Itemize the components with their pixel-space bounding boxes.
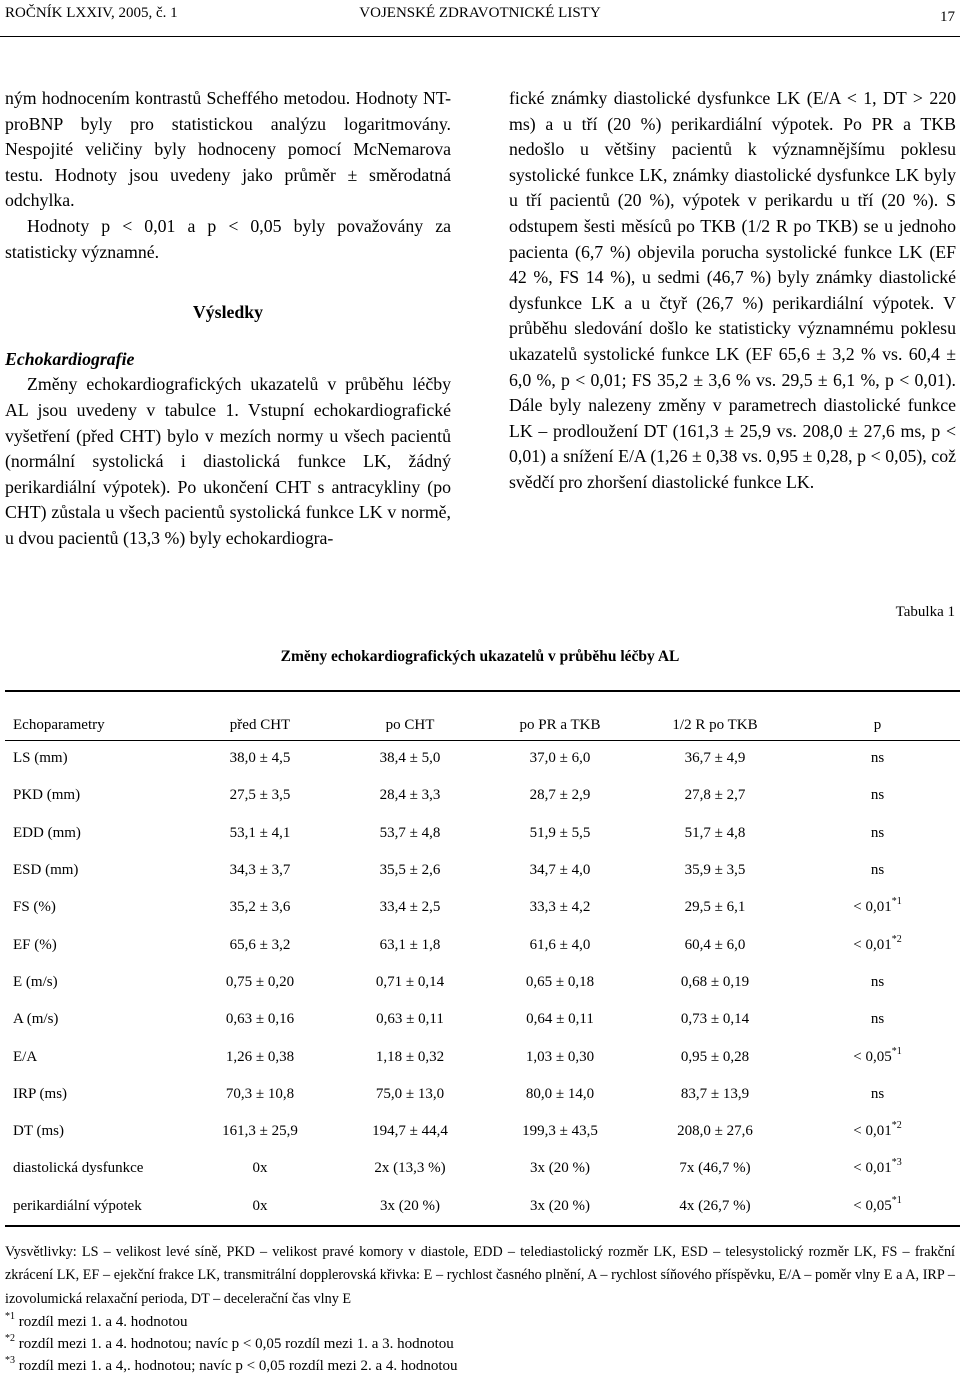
abbreviation-legend: Vysvětlivky: LS – velikost levé síně, PKD – velikost pravé komory v diastole, EDD – telediastolický rozměr LK, ESD – telesystolický rozměr LK, FS – frakční zkrácení LK, EF – ejekční frakce LK, transmitrální dopplerovská křivka: E – rychlost časného plnění, A – rychlost síňového příspěvku, E/A – poměr vlny E a A, IRP – izovolumická relaxační perioda, DT – decelerační čas vlny E: [5, 1244, 955, 1307]
cell-po-pr-tkb: 80,0 ± 14,0: [525, 1085, 595, 1102]
cell-po-pr-tkb: 33,3 ± 4,2: [529, 899, 591, 916]
cell-p-value: [795, 815, 960, 852]
table-row: [5, 1001, 960, 1038]
p-value: < 0,01: [853, 1123, 892, 1140]
cell-half-r-po-tkb: 4x (26,7 %): [679, 1197, 751, 1214]
cell-pred-cht: 65,6 ± 3,2: [229, 936, 291, 953]
footnote-ref: *1: [891, 1045, 902, 1057]
volume-info: ROČNÍK LXXIV, 2005, č. 1: [5, 5, 178, 21]
p-value: ns: [870, 787, 885, 804]
cell-p-value: [795, 1076, 960, 1113]
cell-half-r-po-tkb: 29,5 ± 6,1: [684, 899, 746, 916]
p-value: ns: [870, 1085, 885, 1102]
left-paragraph-1: ným hodnocením kontrastů Scheffého metodou. Hodnoty NT-proBNP byly pro statistickou analýzu logaritmovány. Nespojité veličiny byly hodnoceny pomocí McNemarova testu. Hodnoty jsou uvedeny jako průměr ± směrodatná odchylka.: [5, 88, 451, 211]
table-row: [5, 1038, 960, 1075]
cell-po-pr-tkb: 61,6 ± 4,0: [529, 936, 591, 953]
cell-po-cht: 2x (13,3 %): [374, 1160, 446, 1177]
row-label: EDD (mm): [13, 824, 81, 841]
row-label: E (m/s): [13, 973, 58, 990]
p-value: ns: [870, 824, 885, 841]
p-value: < 0,01: [853, 1160, 892, 1177]
page-number: 17: [940, 9, 955, 25]
cell-po-pr-tkb: 0,65 ± 0,18: [525, 973, 595, 990]
cell-half-r-po-tkb: 83,7 ± 13,9: [680, 1085, 750, 1102]
cell-p-value: [795, 926, 960, 963]
cell-po-cht: 0,63 ± 0,11: [376, 1011, 444, 1028]
column-header: po CHT: [335, 692, 485, 740]
cell-pred-cht: 1,26 ± 0,38: [225, 1048, 295, 1065]
cell-po-pr-tkb: 28,7 ± 2,9: [529, 787, 591, 804]
cell-pred-cht: 0x: [252, 1160, 268, 1177]
cell-pred-cht: 27,5 ± 3,5: [229, 787, 291, 804]
footnote: [5, 1311, 955, 1333]
cell-po-cht: 0,71 ± 0,14: [375, 973, 445, 990]
row-label: E/A: [13, 1048, 38, 1065]
table-row: [5, 1113, 960, 1150]
column-header: p: [795, 692, 960, 740]
cell-pred-cht: 161,3 ± 25,9: [222, 1123, 298, 1140]
cell-p-value: [795, 1150, 960, 1187]
footnote-ref: *2: [891, 1120, 902, 1132]
row-label: FS (%): [13, 899, 56, 916]
echo-table: [5, 690, 960, 1227]
footnote: [5, 1355, 955, 1377]
table-row: [5, 889, 960, 926]
column-header: 1/2 R po TKB: [635, 692, 795, 740]
cell-pred-cht: 70,3 ± 10,8: [225, 1085, 295, 1102]
column-header: po PR a TKB: [485, 692, 635, 740]
footnote-ref: *1: [891, 1194, 902, 1206]
cell-p-value: [795, 964, 960, 1001]
cell-po-pr-tkb: 3x (20 %): [530, 1197, 590, 1214]
row-label: IRP (ms): [13, 1085, 68, 1102]
row-label: perikardiální výpotek: [13, 1197, 142, 1214]
table-row: [5, 777, 960, 814]
cell-po-pr-tkb: 3x (20 %): [530, 1160, 590, 1177]
row-label: PKD (mm): [13, 787, 81, 804]
cell-half-r-po-tkb: 7x (46,7 %): [679, 1160, 751, 1177]
cell-po-pr-tkb: 1,03 ± 0,30: [525, 1048, 595, 1065]
cell-half-r-po-tkb: 60,4 ± 6,0: [684, 936, 746, 953]
page-header: [0, 0, 960, 37]
left-paragraph-2: Hodnoty p < 0,01 a p < 0,05 byly považovány za statisticky významné.: [5, 215, 451, 262]
row-label: A (m/s): [13, 1011, 59, 1028]
footnote-mark: *3: [5, 1355, 15, 1367]
cell-po-pr-tkb: 37,0 ± 6,0: [529, 750, 591, 767]
footnote-ref: *1: [891, 896, 902, 908]
cell-p-value: [795, 1038, 960, 1075]
table-row: [5, 1188, 960, 1225]
p-value: < 0,05: [853, 1197, 892, 1214]
row-label: ESD (mm): [13, 862, 79, 879]
cell-half-r-po-tkb: 0,68 ± 0,19: [680, 973, 750, 990]
p-value: < 0,01: [853, 936, 892, 953]
cell-pred-cht: 0,75 ± 0,20: [225, 973, 295, 990]
cell-half-r-po-tkb: 208,0 ± 27,6: [677, 1123, 753, 1140]
cell-pred-cht: 53,1 ± 4,1: [229, 824, 291, 841]
table-body: [5, 740, 960, 1225]
journal-title: VOJENSKÉ ZDRAVOTNICKÉ LISTY: [359, 5, 601, 21]
p-value: ns: [870, 973, 885, 990]
cell-p-value: [795, 740, 960, 777]
table-label: Tabulka 1: [895, 604, 955, 620]
table-row: [5, 1076, 960, 1113]
p-value: ns: [870, 750, 885, 767]
table-row: [5, 852, 960, 889]
cell-pred-cht: 38,0 ± 4,5: [229, 750, 291, 767]
p-value: ns: [870, 1011, 885, 1028]
right-column: [509, 86, 956, 496]
cell-po-cht: 63,1 ± 1,8: [379, 936, 441, 953]
footnote-mark: *1: [5, 1311, 15, 1323]
footnote: [5, 1333, 955, 1355]
cell-po-pr-tkb: 34,7 ± 4,0: [529, 862, 591, 879]
cell-po-cht: 53,7 ± 4,8: [379, 824, 441, 841]
cell-pred-cht: 0x: [252, 1197, 268, 1214]
table-title: Změny echokardiografických ukazatelů v průběhu léčby AL: [280, 648, 680, 665]
cell-po-pr-tkb: 0,64 ± 0,11: [526, 1011, 594, 1028]
cell-p-value: [795, 1001, 960, 1038]
cell-po-cht: 3x (20 %): [380, 1197, 440, 1214]
p-value: < 0,05: [853, 1048, 892, 1065]
section-title: Výsledky: [192, 302, 264, 323]
footnote-text: rozdíl mezi 1. a 4. hodnotou; navíc p < 0,05 rozdíl mezi 1. a 3. hodnotou: [18, 1336, 454, 1353]
subsection-title: Echokardiografie: [5, 348, 135, 369]
p-value: < 0,01: [853, 899, 892, 916]
cell-p-value: [795, 1188, 960, 1225]
cell-po-cht: 33,4 ± 2,5: [379, 899, 441, 916]
column-header: Echoparametry: [5, 692, 185, 740]
row-label: LS (mm): [13, 750, 68, 767]
table-row: [5, 815, 960, 852]
table-header-row: [5, 692, 960, 740]
footnote-ref: *2: [891, 933, 902, 945]
row-label: EF (%): [13, 936, 57, 953]
cell-po-cht: 35,5 ± 2,6: [379, 862, 441, 879]
cell-po-cht: 38,4 ± 5,0: [379, 750, 441, 767]
cell-po-pr-tkb: 51,9 ± 5,5: [529, 824, 591, 841]
row-label: DT (ms): [13, 1123, 64, 1140]
cell-pred-cht: 35,2 ± 3,6: [229, 899, 291, 916]
cell-pred-cht: 0,63 ± 0,16: [225, 1011, 295, 1028]
row-label: diastolická dysfunkce: [13, 1160, 144, 1177]
cell-half-r-po-tkb: 36,7 ± 4,9: [684, 750, 746, 767]
cell-po-cht: 28,4 ± 3,3: [379, 787, 441, 804]
cell-po-cht: 75,0 ± 13,0: [375, 1085, 445, 1102]
footnote-mark: *2: [5, 1333, 15, 1345]
table-notes: [5, 1241, 955, 1377]
cell-half-r-po-tkb: 27,8 ± 2,7: [684, 787, 746, 804]
footnote-ref: *3: [891, 1157, 902, 1169]
cell-half-r-po-tkb: 51,7 ± 4,8: [684, 824, 746, 841]
cell-p-value: [795, 889, 960, 926]
cell-po-cht: 194,7 ± 44,4: [372, 1123, 448, 1140]
footnote-text: rozdíl mezi 1. a 4. hodnotou: [18, 1314, 188, 1331]
table-row: [5, 1150, 960, 1187]
p-value: ns: [870, 862, 885, 879]
left-paragraph-3: Změny echokardiografických ukazatelů v průběhu léčby AL jsou uvedeny v tabulce 1. Vstupní echokardiografické vyšetření (před CHT) bylo v mezích normy u všech pacientů (normální systolická i diastolická funkce LK, žádný perikardiální výpotek). Po ukončení CHT s antracykliny (po CHT) zůstala u všech pacientů systolická funkce LK v normě, u dvou pacientů (13,3 %) byly echokardiogra-: [5, 374, 451, 548]
table-row: [5, 964, 960, 1001]
cell-po-pr-tkb: 199,3 ± 43,5: [522, 1123, 598, 1140]
column-header: před CHT: [185, 692, 335, 740]
cell-po-cht: 1,18 ± 0,32: [375, 1048, 445, 1065]
cell-p-value: [795, 1113, 960, 1150]
table-row: [5, 926, 960, 963]
table-row: [5, 740, 960, 777]
cell-p-value: [795, 777, 960, 814]
cell-pred-cht: 34,3 ± 3,7: [229, 862, 291, 879]
cell-half-r-po-tkb: 0,73 ± 0,14: [680, 1011, 750, 1028]
cell-p-value: [795, 852, 960, 889]
right-paragraph-1: fické známky diastolické dysfunkce LK (E/A < 1, DT > 220 ms) a u tří (20 %) perikardiální výpotek. Po PR a TKB nedošlo u většiny pacientů k významnějšímu poklesu systolické funkce LK, známky diastolické dysfunkce LK byly u tří pacientů (20 %), výpotek v perikardu u tří (20 %). S odstupem šesti měsíců po TKB (1/2 R po TKB) se u jednoho pacienta (6,7 %) objevila porucha systolické funkce LK (EF 42 %, FS 14 %), u sedmi (46,7 %) byly známky diastolické dysfunkce LK a u čtyř (26,7 %) perikardiální výpotek. V průběhu sledování došlo ke statisticky významnému poklesu ukazatelů systolické funkce LK (EF 65,6 ± 3,2 % vs. 60,4 ± 6,0 %, p < 0,01; FS 35,2 ± 3,6 % vs. 29,5 ± 6,1 %, p < 0,01). Dále byly nalezeny změny v parametrech diastolické funkce LK – prodloužení DT (161,3 ± 25,9 vs. 208,0 ± 27,6 ms, p < 0,01) a snížení E/A (1,26 ± 0,38 vs. 0,95 ± 0,28, p < 0,05), což svědčí pro zhoršení diastolické funkce LK.: [509, 88, 956, 492]
left-column: [5, 86, 451, 552]
cell-half-r-po-tkb: 35,9 ± 3,5: [684, 862, 746, 879]
footnote-text: rozdíl mezi 1. a 4,. hodnotou; navíc p < 0,05 rozdíl mezi 2. a 4. hodnotou: [18, 1358, 458, 1375]
cell-half-r-po-tkb: 0,95 ± 0,28: [680, 1048, 750, 1065]
